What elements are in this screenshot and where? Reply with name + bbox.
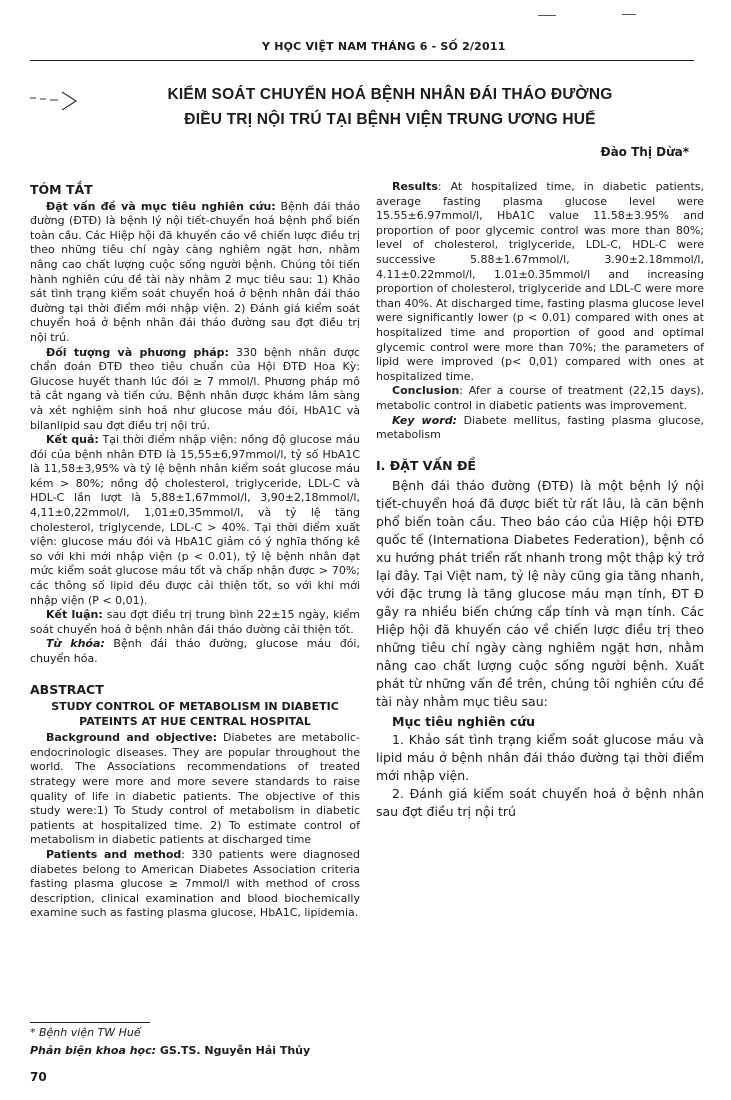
reviewer-line: [30, 1044, 310, 1057]
title-line-2: ĐIỀU TRỊ NỘI TRÚ TẠI BỆNH VIỆN TRUNG ƯƠNG HUẾ: [184, 111, 596, 128]
summary-background: [30, 200, 360, 346]
running-head: Y HỌC VIỆT NAM THÁNG 6 - SỐ 2/2011: [262, 40, 506, 53]
abstract-keywords: [376, 414, 704, 443]
summary-background-text: Bệnh đái tháo đường (ĐTĐ) là bệnh lý nội tiết-chuyển hoá bệnh phổ biến toàn cầu. Các Hiệp hội đã khuyến cáo về chiến lược điều trị theo những tiêu chí ngày càng nghiêm ngặt hơn, nhằm nâng cao chất lượng cuộc sống người bệnh. Chúng tôi tiến hành nghiên cứu đề tài này nhằm 2 mục tiêu sau: 1) Khảo sát tình trạng kiểm soát chuyển hoá ở bệnh nhân đái tháo đường tại thời điểm mới nhập viện. 2) Đánh giá kiểm soát chuyển hoá ở bệnh nhân đái tháo đường sau đợt điều trị nội trú.: [30, 199, 360, 344]
abstract-keywords-label: Key word:: [392, 413, 457, 427]
intro-heading: I. ĐẶT VẤN ĐỀ: [376, 457, 476, 473]
summary-keywords: [30, 637, 360, 666]
article-title: [140, 82, 640, 132]
abstract-methods-text: : 330 patients were diagnosed diabetes belong to American Diabetes Association criteria fasting plasma glucose ≥ 7mmol/l with method of cross description, clinical examination and blood biochemically examine such as fasting plasma glucose, HbA1C, lipidemia.: [30, 847, 361, 920]
abstract-conclusion-text: : Afer a course of treatment (22,15 days), metabolic control in diabetic patients was improvement.: [376, 384, 704, 412]
reviewer-label: Phản biện khoa học:: [30, 1044, 157, 1057]
abstract-conclusion: [376, 384, 704, 413]
intro-body: [376, 477, 704, 821]
summary-methods-text: 330 bệnh nhân được chẩn đoán ĐTĐ theo tiêu chuẩn của Hội ĐTĐ Hoa Kỳ: Glucose huyết thanh lúc đói ≥ 7 mmol/l. Phương pháp mô tả cắt ngang và tiến cứu. Bệnh nhân được khám lâm sàng và xét nghiệm sinh hoá như glucose máu đói, HbA1C và bilanlipid sau đợt điều trị nội trú.: [30, 345, 360, 432]
summary-methods: [30, 346, 360, 434]
header-rule: [30, 60, 694, 61]
hand-drawn-arrow-icon: [28, 88, 82, 114]
abstract-background: [30, 731, 360, 848]
pen-mark: [622, 14, 636, 15]
objective-1: 1. Khảo sát tình trạng kiểm soát glucose máu và lipid máu ở bệnh nhân đái tháo đường tại thời điểm mới nhập viện.: [376, 732, 704, 784]
summary-conclusion: [30, 608, 360, 637]
pen-mark: [538, 15, 556, 16]
summary-conclusion-text: sau đợt điều trị trung bình 22±15 ngày, kiểm soát chuyển hoá ở bệnh nhân đái tháo đường cải thiện tốt.: [30, 608, 361, 636]
footnote-rule: [30, 1022, 150, 1023]
abstract-keywords-text: Diabete mellitus, fasting plasma glucose, metabolism: [376, 413, 704, 442]
abstract-heading: ABSTRACT: [30, 681, 104, 697]
right-column: [376, 180, 704, 821]
summary-keywords-text: Bệnh đái tháo đường, glucose máu đói, chuyển hóa.: [30, 637, 360, 665]
summary-keywords-label: Từ khóa:: [46, 637, 105, 651]
abstract-methods-start: [30, 848, 360, 921]
summary-methods-label: Đối tượng và phương pháp:: [46, 345, 229, 359]
intro-paragraph: Bệnh đái tháo đường (ĐTĐ) là một bệnh lý nội tiết-chuyển hoá đã được biết từ rất lâu, là căn bệnh phổ biến toàn cầu. Theo báo cáo của Hiệp hội ĐTĐ quốc tế (Internationa Diabetes Federation), bệnh có xu hướng phát triển rất nhanh trong một thập kỷ trở lại đây. Tại Việt nam, tỷ lệ này cũng gia tăng nhanh, với đặc trưng là tăng glucose máu mạn tính, ĐT Đ gây ra nhiều biến chứng cấp tính và mạn tính. Các Hiệp hội đã khuyến cáo về chiến lược điều trị theo những tiêu chí ngày càng nghiêm ngặt hơn, nhằm nâng cao chất lượng cuộc sống người bệnh. Xuất phát từ những vấn đề trên, chúng tôi nghiên cứu đề tài này nhằm mục tiêu sau:: [376, 478, 704, 710]
summary-conclusion-label: Kết luận:: [46, 608, 103, 622]
left-column: [30, 183, 360, 921]
summary-results-label: Kết quả:: [46, 433, 99, 447]
abstract-background-text: Diabetes are metabolic-endocrinologic diseases. They are popular throughout the world. The Associations recommendations of treated strategy were more and more severe standards to raise quality of life in diabetic patients. The objective of this study were:1) To Study control of metabolism in diabetic patients at hospitalized time. 2) To estimate control of metabolism in diabetic patients at discharged time: [30, 731, 360, 847]
author: Đào Thị Dừa*: [600, 145, 689, 159]
abstract-results-label: Results: [392, 180, 438, 193]
abstract-conclusion-label: Conclusion: [392, 384, 460, 398]
objective-2: 2. Đánh giá kiểm soát chuyển hoá ở bệnh nhân sau đợt điều trị nội trú: [376, 786, 704, 820]
summary-heading: TÓM TẮT: [30, 182, 93, 197]
page-number: 70: [30, 1070, 47, 1084]
affiliation-footnote: * Bệnh viện TW Huế: [30, 1026, 141, 1039]
summary-results-text: Tại thời điểm nhập viện: nồng độ glucose máu đói của bệnh nhân ĐTĐ là 15,55±6,97mmol/l, tỷ số HbA1C là 11,58±3,95% và tỷ lệ bệnh nhân kiểm soát glucose máu kém > 80%; nồng độ cholesterol, triglyceride, LDL-C và HDL-C lần lượt là 5,88±1,67mmol/l, 3,90±2,18mmol/l, 4,11±0,22mmol/l, 1,01±0,35mmol/l, và tỷ lệ tăng cholesterol, triglycende, LDL-C > 40%. Tại thời điểm xuất viện: glucose máu đói và HbA1C giảm có ý nghĩa thống kê so với khi mới nhập viện (p < 0.01), tỷ lệ bệnh nhân đạt mức kiểm soát glucose máu tốt và chấp nhận được > 70%; các thông số lipid đều được cải thiện tốt, so với khi mới nhập viện (P < 0,01).: [30, 433, 360, 607]
summary-background-label: Đặt vấn đề và mục tiêu nghiên cứu:: [46, 199, 276, 213]
abstract-methods-label: Patients and method: [46, 847, 182, 861]
summary-results: [30, 433, 360, 608]
abstract-title: STUDY CONTROL OF METABOLISM IN DIABETIC PATEINTS AT HUE CENTRAL HOSPITAL: [51, 700, 339, 728]
abstract-results: [376, 180, 704, 384]
title-line-1: KIỂM SOÁT CHUYỂN HOÁ BỆNH NHÂN ĐÁI THÁO ĐƯỜNG: [167, 86, 613, 103]
reviewer-name: GS.TS. Nguyễn Hải Thủy: [156, 1044, 311, 1057]
objectives-heading: Mục tiêu nghiên cứu: [392, 714, 536, 730]
abstract-background-label: Background and objective:: [46, 731, 218, 745]
abstract-results-text: : At hospitalized time, in diabetic patients, average fasting plasma glucose level were 15.55±6.97mmol/l, HbA1C value 11.58±3.95% and proportion of poor glycemic control was more than 80%; level of cholesterol, triglyceride, LDL-C, HDL-C were successive 5.88±1.67mmol/l, 3.90±2.18mmol/l, 4.11±0.22mmol/l, 1.01±0.35mmol/l and increasing proportion of cholesterol, triglyceride and LDL-C were more than 40%. At discharged time, fasting plasma glucose level were significantly lower (p < 0.01) compared with ones at hospitalized time and proportion of good and optimal glycemic control were more than 70%; the parameters of lipid were improved (p< 0,01) compared with ones at hospitalized time.: [376, 180, 704, 383]
